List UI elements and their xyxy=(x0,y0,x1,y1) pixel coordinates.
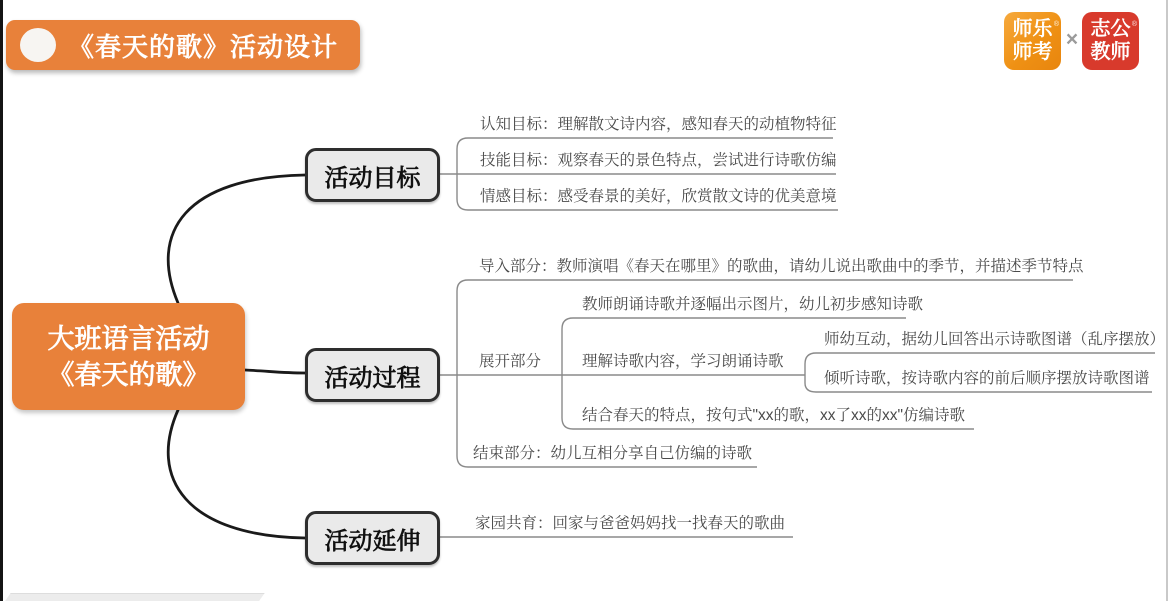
logo-zhigong xyxy=(1082,12,1139,70)
leaf-intro-part: 导入部分：教师演唱《春天在哪里》的歌曲，请幼儿说出歌曲中的季节，并描述季节特点 xyxy=(479,258,1084,275)
root-title-line1: 大班语言活动 xyxy=(47,323,210,354)
logo-text-line1: 志公 xyxy=(1090,18,1131,40)
title-banner xyxy=(6,20,360,70)
logo-shileshikao xyxy=(1004,12,1061,70)
leaf-skill-goal: 技能目标：观察春天的景色特点，尝试进行诗歌仿编 xyxy=(480,152,837,169)
left-frame-edge xyxy=(0,0,3,601)
root-title-line2: 《春天的歌》 xyxy=(47,359,210,390)
logo-text-line2: 师考 xyxy=(1012,41,1053,63)
node-activity-goals[interactable]: 活动目标 xyxy=(305,148,440,202)
leaf-emotion-goal: 情感目标：感受春景的美好，欣赏散文诗的优美意境 xyxy=(480,188,837,205)
registered-mark: ® xyxy=(1053,21,1059,28)
registered-mark: ® xyxy=(1131,21,1137,28)
leaf-end-part: 结束部分：幼儿互相分享自己仿编的诗歌 xyxy=(473,445,753,462)
connector-root-extension xyxy=(168,410,305,538)
right-frame-edge xyxy=(1166,0,1168,601)
leaf-cognitive-goal: 认知目标：理解散文诗内容，感知春天的动植物特征 xyxy=(480,116,837,133)
node-activity-extension[interactable]: 活动延伸 xyxy=(305,511,440,565)
leaf-compose-poem: 结合春天的特点，按句式"xx的歌，xx了xx的xx"仿编诗歌 xyxy=(582,407,966,424)
logo-x-separator: × xyxy=(1065,28,1079,51)
bullet-circle-icon xyxy=(20,28,56,62)
connector-root-goal xyxy=(168,175,305,303)
mindmap-root-node[interactable] xyxy=(12,303,245,410)
logo-text-line2: 教师 xyxy=(1090,41,1131,63)
leaf-listen-order: 倾听诗歌，按诗歌内容的前后顺序摆放诗歌图谱 xyxy=(824,370,1150,387)
page-title: 《春天的歌》活动设计 xyxy=(68,31,339,62)
leaf-home-coeducation: 家园共育：回家与爸爸妈妈找一找春天的歌曲 xyxy=(475,515,786,532)
connector-root-process xyxy=(245,370,305,373)
leaf-expand-part-label: 展开部分 xyxy=(479,353,542,370)
leaf-teacher-child-interact: 师幼互动，据幼儿回答出示诗歌图谱（乱序摆放） xyxy=(824,331,1166,348)
logo-text-line1: 师乐 xyxy=(1012,18,1053,40)
node-activity-process[interactable]: 活动过程 xyxy=(305,348,440,402)
leaf-understand-poem: 理解诗歌内容，学习朗诵诗歌 xyxy=(582,353,784,370)
leaf-teacher-recite: 教师朗诵诗歌并逐幅出示图片，幼儿初步感知诗歌 xyxy=(582,296,924,313)
bottom-left-artifact xyxy=(3,593,265,601)
